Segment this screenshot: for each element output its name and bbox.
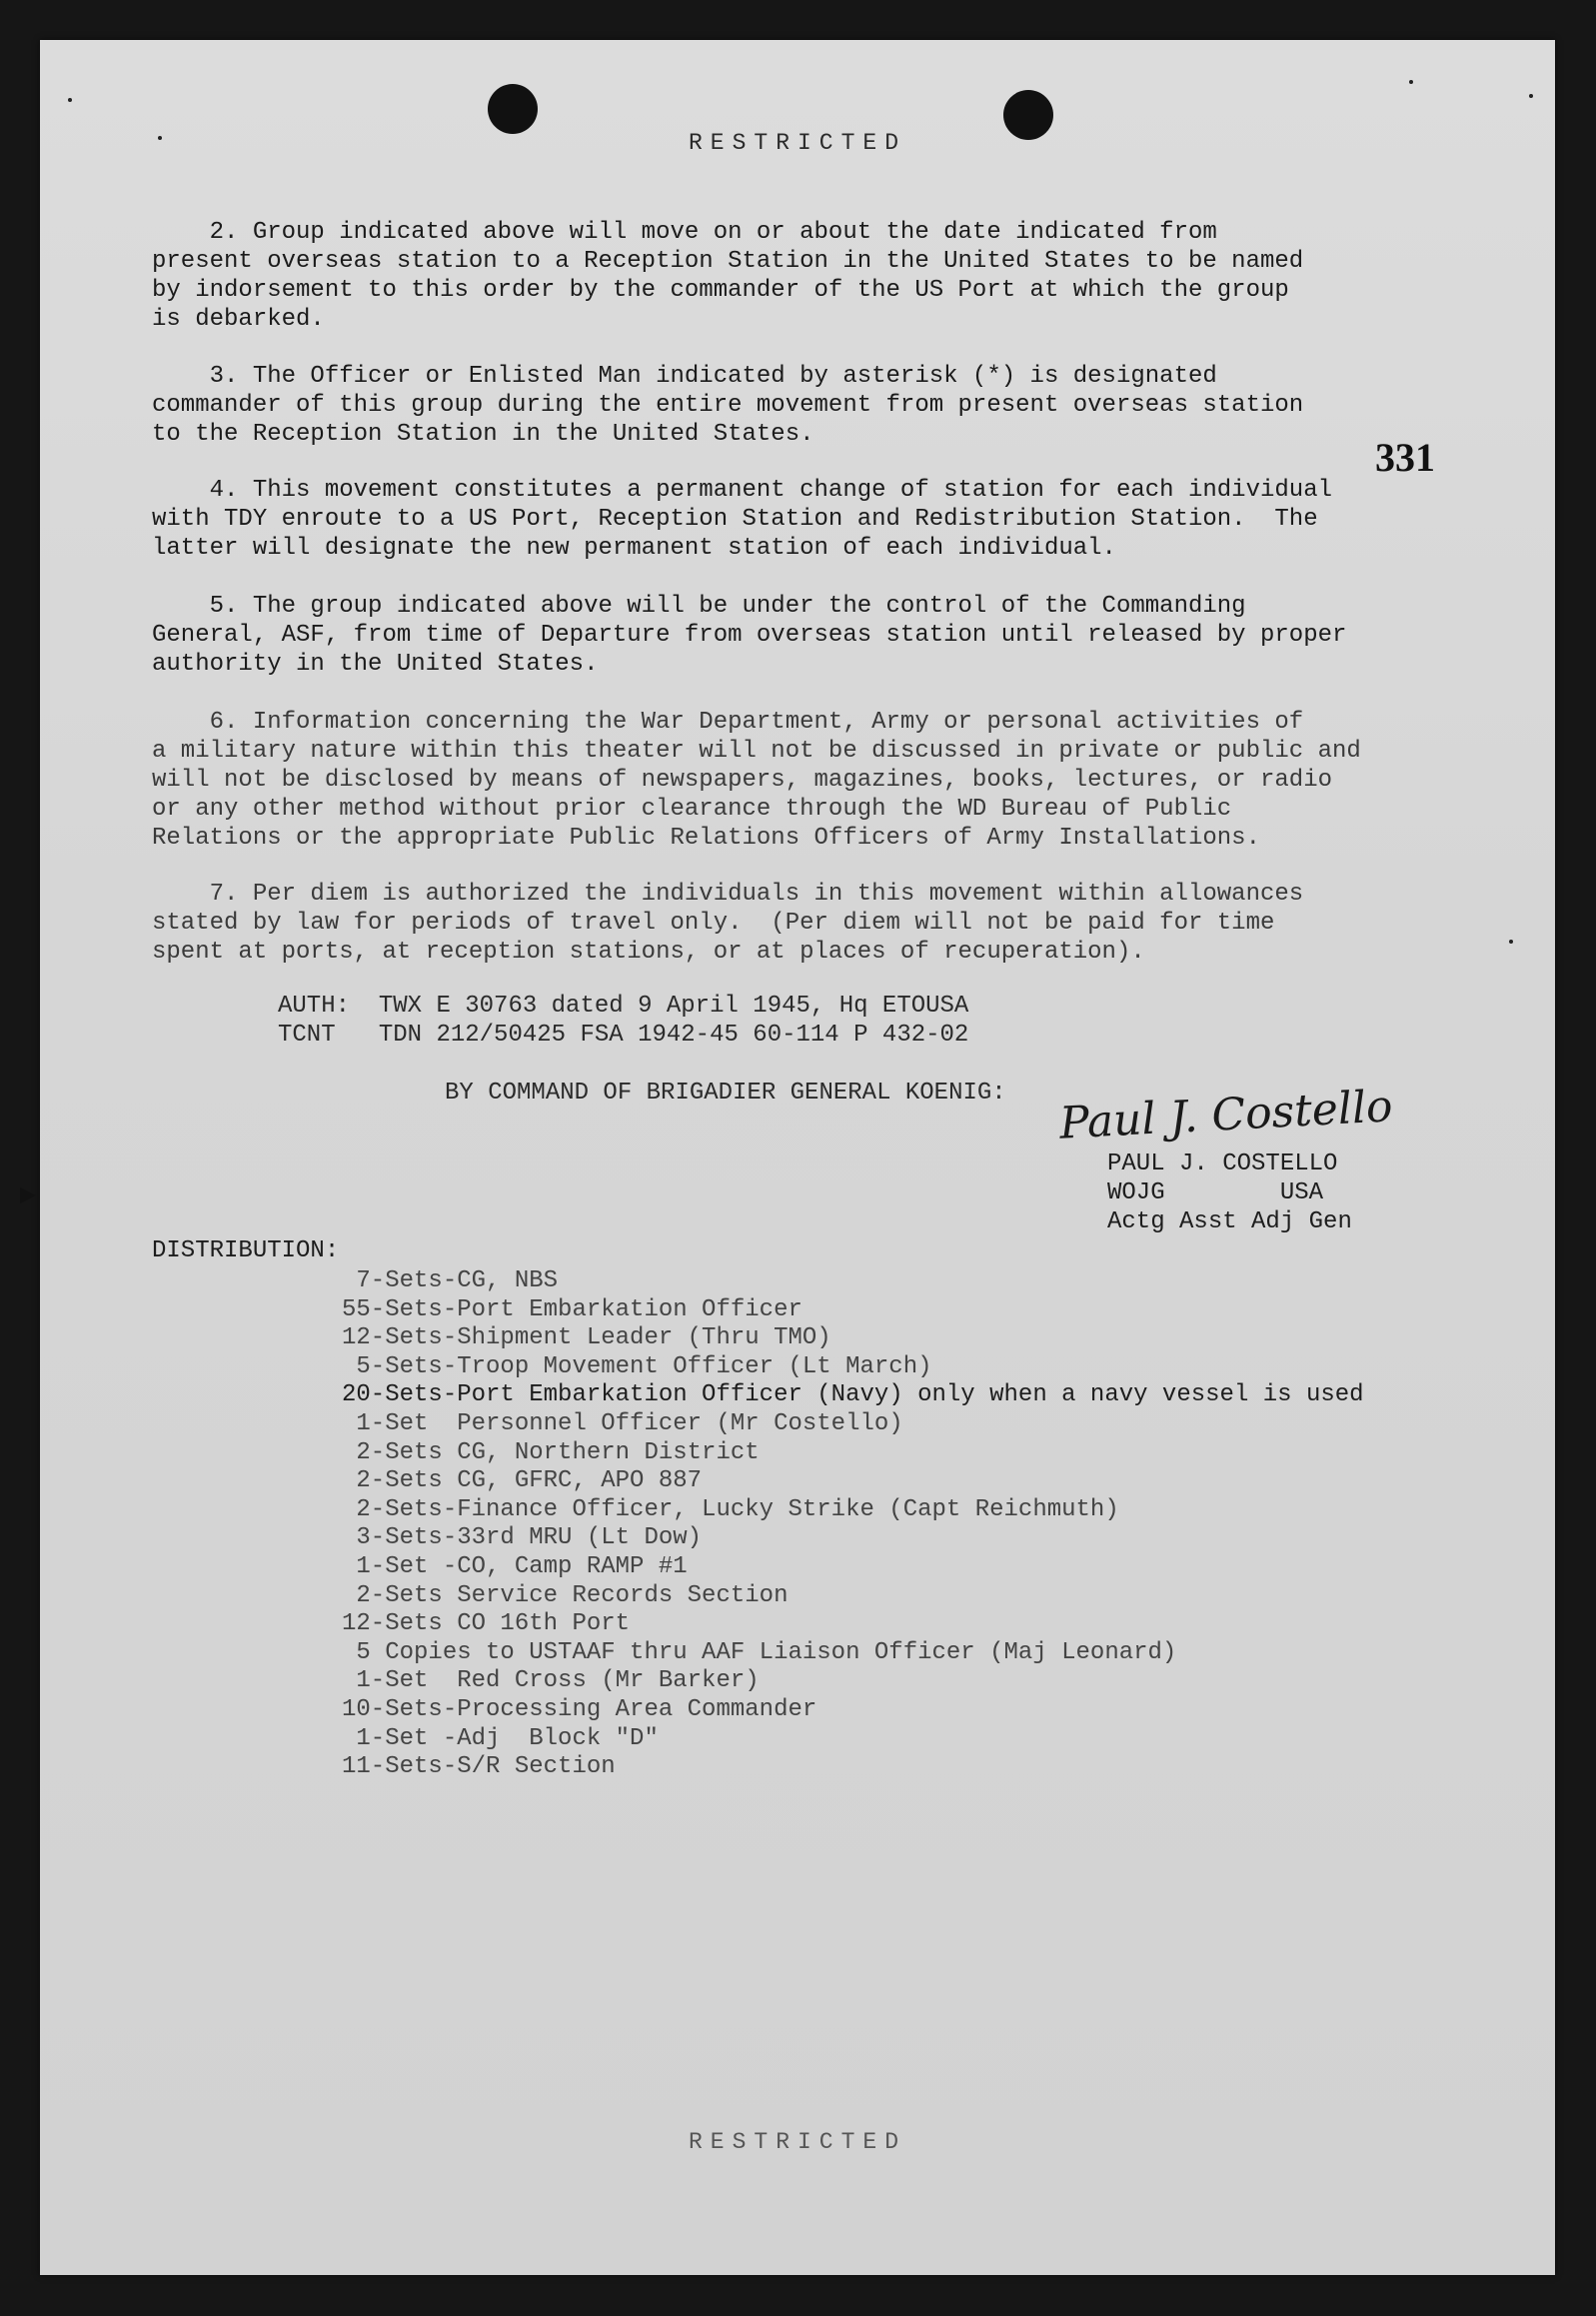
document-page bbox=[40, 40, 1555, 2275]
signature-block bbox=[1107, 1150, 1352, 1236]
speck bbox=[1409, 80, 1413, 84]
arrow-marker-icon bbox=[20, 1187, 36, 1203]
paragraph-2 bbox=[152, 218, 1531, 334]
paragraph-line: present overseas station to a Reception Station in the United States to be named bbox=[152, 248, 1304, 275]
distribution-item: 12-Sets-Shipment Leader (Thru TMO) bbox=[342, 1324, 831, 1352]
signer-title: Actg Asst Adj Gen bbox=[1107, 1208, 1352, 1235]
auth-value: TWX E 30763 dated 9 April 1945, Hq ETOUSA bbox=[378, 993, 969, 1020]
distribution-item: 5 Copies to USTAAF thru AAF Liaison Officer (Maj Leonard) bbox=[342, 1638, 1177, 1666]
distribution-item: 1-Set -CO, Camp RAMP #1 bbox=[342, 1552, 688, 1580]
punch-hole-left bbox=[488, 84, 538, 134]
distribution-item: 5-Sets-Troop Movement Officer (Lt March) bbox=[342, 1352, 932, 1380]
classification-header: RESTRICTED bbox=[688, 130, 907, 156]
speck bbox=[1529, 94, 1533, 98]
signer-name: PAUL J. COSTELLO bbox=[1107, 1151, 1338, 1177]
speck bbox=[68, 98, 72, 102]
distribution-item: 3-Sets-33rd MRU (Lt Dow) bbox=[342, 1524, 703, 1552]
distribution-item: 1-Set Personnel Officer (Mr Costello) bbox=[342, 1409, 903, 1437]
auth-line bbox=[278, 992, 968, 1021]
signer-grade-line bbox=[1107, 1178, 1352, 1207]
distribution-item: 7-Sets-CG, NBS bbox=[342, 1267, 559, 1294]
paragraph-line: 7. Per diem is authorized the individuals in this movement within allowances bbox=[152, 881, 1304, 908]
distribution-item: 2-Sets CG, Northern District bbox=[342, 1438, 760, 1466]
paragraph-line: commander of this group during the entire movement from present overseas station bbox=[152, 392, 1304, 419]
distribution-item: 55-Sets-Port Embarkation Officer bbox=[342, 1295, 802, 1323]
paragraph-line: a military nature within this theater will not be discussed in private or public and bbox=[152, 738, 1361, 765]
paragraph-3 bbox=[152, 362, 1531, 449]
paragraph-line: stated by law for periods of travel only. (Per diem will not be paid for time bbox=[152, 910, 1275, 937]
paragraph-line: or any other method without prior clearance through the WD Bureau of Public bbox=[152, 796, 1232, 823]
paragraph-line: 3. The Officer or Enlisted Man indicated by asterisk (*) is designated bbox=[152, 363, 1217, 390]
paragraph-line: Relations or the appropriate Public Relations Officers of Army Installations. bbox=[152, 825, 1260, 852]
distribution-item: 12-Sets CO 16th Port bbox=[342, 1610, 631, 1638]
distribution-item: 10-Sets-Processing Area Commander bbox=[342, 1695, 817, 1723]
by-command-line: BY COMMAND OF BRIGADIER GENERAL KOENIG: bbox=[445, 1080, 1006, 1107]
paragraph-line: General, ASF, from time of Departure from overseas station until released by proper bbox=[152, 622, 1347, 649]
paragraph-line: 6. Information concerning the War Department, Army or personal activities of bbox=[152, 709, 1304, 736]
signer-grade: WOJG bbox=[1107, 1179, 1165, 1206]
paragraph-line: 2. Group indicated above will move on or about the date indicated from bbox=[152, 219, 1217, 246]
distribution-item: 11-Sets-S/R Section bbox=[342, 1753, 616, 1781]
distribution-item: 2-Sets Service Records Section bbox=[342, 1581, 789, 1609]
distribution-item: 2-Sets-Finance Officer, Lucky Strike (Capt Reichmuth) bbox=[342, 1495, 1119, 1523]
distribution-label: DISTRIBUTION: bbox=[152, 1237, 340, 1264]
page-number: 331 bbox=[1375, 435, 1435, 480]
distribution-list bbox=[342, 1267, 1364, 1782]
paragraph-line: authority in the United States. bbox=[152, 651, 599, 678]
auth-label: AUTH: bbox=[278, 993, 351, 1020]
distribution-item: 2-Sets CG, GFRC, APO 887 bbox=[342, 1467, 703, 1495]
distribution-item: 1-Set Red Cross (Mr Barker) bbox=[342, 1667, 760, 1695]
tcnt-value: TDN 212/50425 FSA 1942-45 60-114 P 432-02 bbox=[378, 1022, 969, 1049]
paragraph-line: latter will designate the new permanent station of each individual. bbox=[152, 535, 1116, 562]
paragraph-line: spent at ports, at reception stations, or at places of recuperation). bbox=[152, 939, 1145, 966]
paragraph-7 bbox=[152, 880, 1531, 967]
paragraph-line: by indorsement to this order by the commander of the US Port at which the group bbox=[152, 277, 1289, 304]
paragraph-line: to the Reception Station in the United States. bbox=[152, 421, 814, 448]
paragraph-line: with TDY enroute to a US Port, Reception Station and Redistribution Station. The bbox=[152, 506, 1318, 533]
tcnt-line bbox=[278, 1021, 968, 1050]
paragraph-4 bbox=[152, 476, 1531, 563]
distribution-item: 20-Sets-Port Embarkation Officer (Navy) only when a navy vessel is used bbox=[342, 1381, 1364, 1409]
distribution-item: 1-Set -Adj Block "D" bbox=[342, 1724, 659, 1752]
handwritten-signature: Paul J. Costello bbox=[1057, 1081, 1394, 1150]
paragraph-line: is debarked. bbox=[152, 306, 325, 333]
authority-block bbox=[278, 992, 968, 1050]
paragraph-line: 5. The group indicated above will be under the control of the Commanding bbox=[152, 593, 1246, 620]
paragraph-5 bbox=[152, 592, 1531, 679]
paragraph-6 bbox=[152, 708, 1531, 853]
paragraph-line: will not be disclosed by means of newspapers, magazines, books, lectures, or radio bbox=[152, 767, 1332, 794]
classification-footer: RESTRICTED bbox=[688, 2129, 907, 2155]
signer-service: USA bbox=[1279, 1179, 1324, 1206]
paragraph-line: 4. This movement constitutes a permanent change of station for each individual bbox=[152, 477, 1332, 504]
tcnt-label: TCNT bbox=[278, 1022, 336, 1049]
